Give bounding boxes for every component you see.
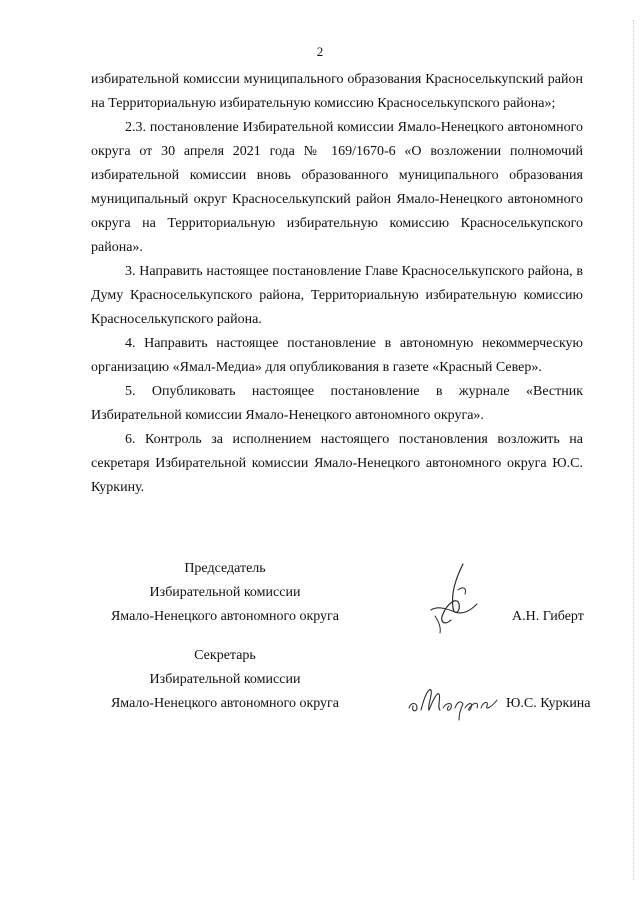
chairman-title-line3: Ямало-Ненецкого автономного округа xyxy=(110,609,340,624)
paragraph-6: 6. Контроль за исполнением настоящего постановления возложить на секретаря Избирательной комиссии Ямало-Ненецкого автономного округа Ю.С. Куркину. xyxy=(91,432,583,495)
chairman-title-line1: Председатель xyxy=(184,561,266,576)
secretary-name: Ю.С. Куркина xyxy=(506,696,591,711)
secretary-signature xyxy=(405,678,500,723)
chairman-title-line2: Избирательной комиссии xyxy=(149,585,301,600)
paragraph-4: 4. Направить настоящее постановление в автономную некоммерческую организацию «Ямал-Медиа» для опубликования в газете «Красный Север». xyxy=(91,336,583,375)
page-number: 2 xyxy=(316,44,324,59)
paragraph-5: 5. Опубликовать настоящее постановление в журнале «Вестник Избирательной комиссии Ямало-Ненецкого автономного округа». xyxy=(91,384,583,423)
paragraph-3: 3. Направить настоящее постановление Главе Красноселькупского района, в Думу Красноселькупского района, Территориальную избирательную комиссию Красноселькупского района. xyxy=(91,264,583,327)
secretary-title-line1: Секретарь xyxy=(194,648,256,663)
chairman-signature xyxy=(425,560,485,635)
secretary-title-block xyxy=(100,644,350,716)
body-text xyxy=(91,68,583,500)
chairman-name: А.Н. Гиберт xyxy=(512,609,584,624)
secretary-title-line3: Ямало-Ненецкого автономного округа xyxy=(110,696,340,711)
chairman-title-block xyxy=(100,557,350,629)
paragraph-continuation: избирательной комиссии муниципального образования Красноселькупский район на Территориальную избирательную комиссию Красноселькупского района»; xyxy=(91,72,583,111)
secretary-title-line2: Избирательной комиссии xyxy=(149,672,301,687)
paragraph-2-3: 2.3. постановление Избирательной комиссии Ямало-Ненецкого автономного округа от 30 апреля 2021 года № 169/1670-6 «О возложении полномочий избирательной комиссии вновь образованного муниципального образования муниципальный округ Красноселькупский район Ямало-Ненецкого автономного округа на Территориальную избирательную комиссию Красноселькупского района». xyxy=(91,120,583,255)
scan-edge-line xyxy=(633,20,634,880)
